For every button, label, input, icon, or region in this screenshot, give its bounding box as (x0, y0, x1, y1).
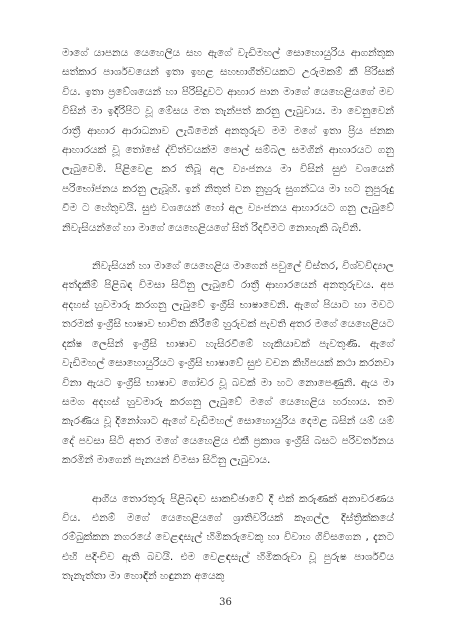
paragraph-dinner-hospitality: මාගේ යාපනය යෙහෙලිය සහ ඇගේ වැඩිමහල් සොහොයුරිය ආගන්තුක සත්කාර පාර්ශවයෙන් ඉතා ඉහළ සහභාගීත්වයකට උරුමකම් කී පිරිසක් විය. ඉතා ප්‍රවේශයෙන් හා පිරිසිදුවට ආහාර පාන මාගේ යෙහෙළියගේ මව විසින් මා ඉදිරිපිට වූ මේසය මත තැන්පත් කරනු ලැබුවාය. මා වෙනුවෙන් රාත්‍රී ආහාර ආරාධනාව ලැබීමෙන් අනතුරුව මම මගේ ඉතා ප්‍රිය ජනක ආහාරයක් වූ තෝසේ ද්විත්වයක්ම පොල් සම්බල සමගින් ආහාරයට ගනු ලැබුවෙමි. පිළිවෙළ කර තිබූ අල ව්‍යංජනය මා විසින් සුළු වශයෙන් පරිභෝජනය කරනු ලැබූහි. ඉන් නිතුත් වන නුහුරු සුගන්ධය මා හට නුපුරුදු වීම ට හේතුවයි. සුළු වශයෙන් හෝ අල ව්‍යංජනය ආහාරයට ගනු ලැබුවේ නිවැසියන්ගේ හා මාගේ යෙහෙළියගේ සිත් රිදවීමට නොහැකි බැවිනි. (62, 47, 394, 234)
paragraph-relative-revelation: ආගිය තොරතුරු පිළිබඳව සාකච්ඡාවේ දී එක් කරුණක් අනාවරණය විය. එනම් මගේ යෙහෙළියගේ ශ්‍රාතිවරියක් කෑගල්ල දිස්ත්‍රික්කයේ රම්බුක්කන නගරයේ වෙළඳසැල් හිමිකරුවෙකු හා විවාහ ගිවිසගෙන , දැනට එහි පදිංචිව ඇති බවයි. එම වෙළඳසැල් හිමිකරුවා වූ පුරුෂ පාර්ශවීය තැනැත්තා මා හොඳින් හඳුනන අයෙකු (62, 492, 394, 583)
page-number: 36 (219, 597, 232, 608)
paragraph-family-conversation: නිවැසියන් හා මාගේ යෙහෙළිය මාගෙන් පවුලේ විස්තර, විශ්වවිද්‍යාල අත්දැකීම් පිළිබඳ විමසා සිටිනු ලැබුවේ රාත්‍රී ආහාරයෙන් අනතුරුවය. අප අදහස් හුවමාරු කරගනු ලැබුවේ ඉංග්‍රීසි භාෂාවෙනි. ඇගේ පියාට හා මවට තරමක් ඉංග්‍රීසි භාෂාව භාවිත කිරීමේ හුරුවක් පැවති අතර මගේ යෙහෙළියට දක්ෂ ලෙසින් ඉංග්‍රීසි භාෂාව හැසිරවීමේ හැකියාවක් පැවතුණි. ඇගේ වැඩිමහල් සොහොයුරියට ඉංග්‍රීසි භාෂාවේ සුළු වචන කිහිපයක් කථා කරනවා විනා ඇයට ඉංග්‍රීසි භාෂාව ගෝචර වූ බවක් මා හට නොපෙණුනි. ඇය මා සමග අදහස් හුවමාරු කරගනු ලැබුවේ මගේ යෙහෙළිය හරහාය. තම කැරණිය වූ දිනෝශාට ඇගේ වැඩිමහල් සොහොයුරිය දෙමළ බසින් යම් යම් දේ පවසා සිටි අතර මගේ යෙහෙළිය එකී ප්‍රකාශ ඉංග්‍රීසි බසට පරිවර්තනය කරමින් මාගෙන් පැනයන් විමසා සිටිනු ලැබුවාය. (62, 260, 394, 467)
